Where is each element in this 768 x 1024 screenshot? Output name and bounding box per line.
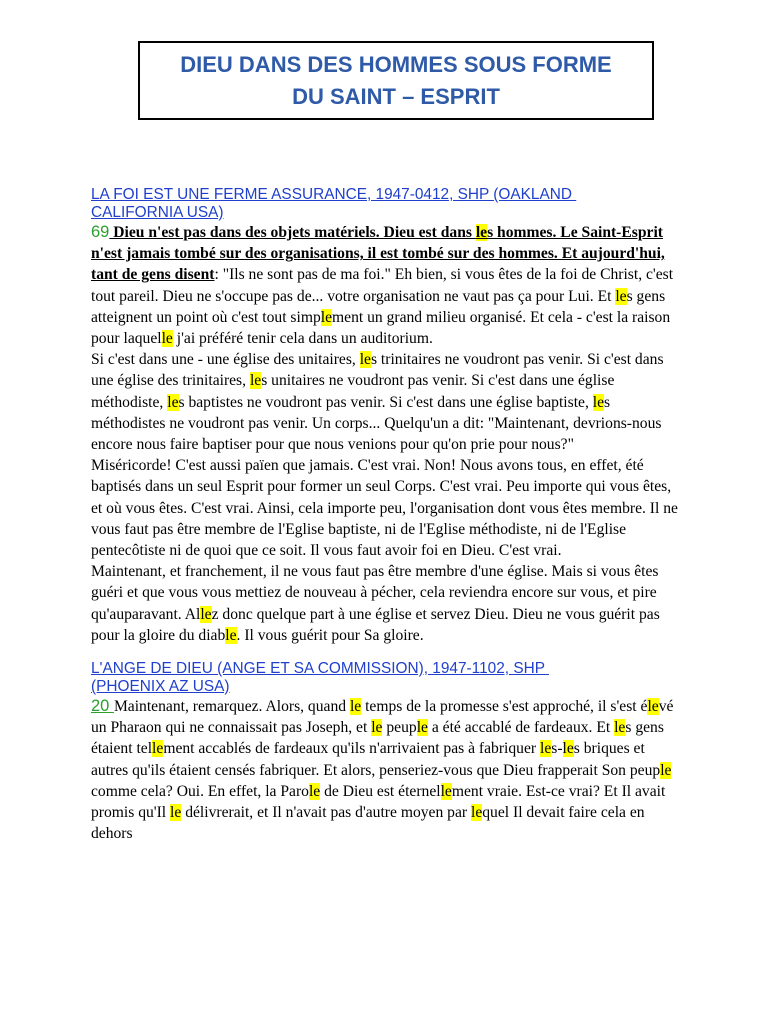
bold-intro: Dieu n'est pas dans des objets matériels. Dieu est dans les hommes. Le Saint-Esprit n'est jamais tombé sur des organisations, il est tombé sur des hommes. Et aujourd'hui, tant de gens disent <box>91 224 665 284</box>
title-line-1: DIEU DANS DES HOMMES SOUS FORME <box>180 51 612 77</box>
section-1-paragraph-4: Maintenant, et franchement, il ne vous faut pas être membre d'une église. Mais si vous êtes guéri et que vous vous mettiez de nouveau à pécher, cela reviendra encore sur vous, et pire qu'auparavant. Allez donc quelque part à une église et servez Dieu. Dieu ne vous guérit pas pour la gloire du diable. Il vous guérit pour Sa gloire. <box>91 563 660 644</box>
highlight: le <box>359 351 371 369</box>
highlight: le <box>647 698 659 716</box>
highlight: le <box>614 719 626 737</box>
verse-number: 20 <box>91 697 114 716</box>
document-title <box>180 49 611 113</box>
section-2-heading[interactable]: L'ANGE DE DIEU (ANGE ET SA COMMISSION), 1947-1102, SHP (PHOENIX AZ USA) <box>91 660 549 696</box>
section-1-heading[interactable]: LA FOI EST UNE FERME ASSURANCE, 1947-0412, SHP (OAKLAND CALIFORNIA USA) <box>91 186 577 221</box>
highlight: le <box>371 719 383 737</box>
section-1-paragraph-3: Miséricorde! C'est aussi païen que jamais. C'est vrai. Non! Nous avons tous, en effet, été baptisés dans un seul Esprit pour former un seul Corps. C'est vrai. Peu importe qui vous êtes, et où vous êtes. C'est vrai. Ainsi, cela importe peu, l'organisation dont vous êtes membre. Il ne vous faut pas être membre de l'Eglise baptiste, ni de l'Eglise méthodiste, ni de l'Eglise pentecôtiste ni de quoi que ce soit. Il vous faut avoir foi en Dieu. C'est vrai. <box>91 457 678 560</box>
highlight: le <box>539 740 552 758</box>
highlight: le <box>152 740 164 758</box>
highlight: le <box>475 224 488 241</box>
highlight: le <box>320 308 333 326</box>
highlight: le <box>615 287 627 305</box>
title-line-2: DU SAINT – ESPRIT <box>292 83 500 109</box>
section-1-paragraph-2: Si c'est dans une - une église des unitaires, les trinitaires ne voudront pas venir. Si c'est dans une église des trinitaires, les unitaires ne voudront pas venir. Si c'est dans une église méthodiste, les baptistes ne voudront pas venir. Si c'est dans une église baptiste, les méthodistes ne voudront pas venir. Un corps... Quelqu'un a dit: "Maintenant, devrions-nous encore nous faire baptiser pour que nous venions pour qu'on prie pour nous?" <box>91 351 664 454</box>
highlight: le <box>200 605 212 623</box>
highlight: le <box>416 719 428 737</box>
highlight: le <box>170 804 182 822</box>
document-body <box>91 186 681 844</box>
highlight: le <box>167 393 179 411</box>
highlight: le <box>440 782 452 800</box>
highlight: le <box>308 782 321 800</box>
highlight: le <box>349 698 362 716</box>
highlight: le <box>249 372 262 390</box>
spacer <box>91 646 681 660</box>
title-box <box>138 41 654 120</box>
verse-number: 69 <box>91 223 110 241</box>
highlight: le <box>660 761 672 779</box>
highlight: le <box>225 626 237 644</box>
highlight: le <box>562 740 574 758</box>
highlight: le <box>161 330 173 348</box>
section-1-paragraph-1: 69 Dieu n'est pas dans des objets matériels. Dieu est dans les hommes. Le Saint-Esprit n'est jamais tombé sur des organisations, il est tombé sur des hommes. Et aujourd'hui, tant de gens disent: "Ils ne sont pas de ma foi." Eh bien, si vous êtes de la foi de Christ, c'est tout pareil. Dieu ne s'occupe pas de... votre organisation ne vaut pas ça pour Lui. Et les gens atteignent un point où c'est tout simplement un grand milieu organisé. Et cela - c'est la raison pour laquelle j'ai préféré tenir cela dans un auditorium. <box>91 223 674 348</box>
highlight: le <box>470 804 483 822</box>
section-2-paragraph-1: 20 Maintenant, remarquez. Alors, quand le temps de la promesse s'est approché, il s'est élevé un Pharaon qui ne connaissait pas Joseph, et le peuple a été accablé de fardeaux. Et les gens étaient tellement accablés de fardeaux qu'ils n'arrivaient pas à fabriquer les-les briques et autres qu'ils étaient censés fabriquer. Et alors, penseriez-vous que Dieu frapperait Son peuple comme cela? Oui. En effet, la Parole de Dieu est éternellement vraie. Est-ce vrai? Et Il avait promis qu'Il le délivrerait, et Il n'avait pas d'autre moyen par lequel Il devait faire cela en dehors <box>91 697 674 843</box>
highlight: le <box>592 393 605 411</box>
